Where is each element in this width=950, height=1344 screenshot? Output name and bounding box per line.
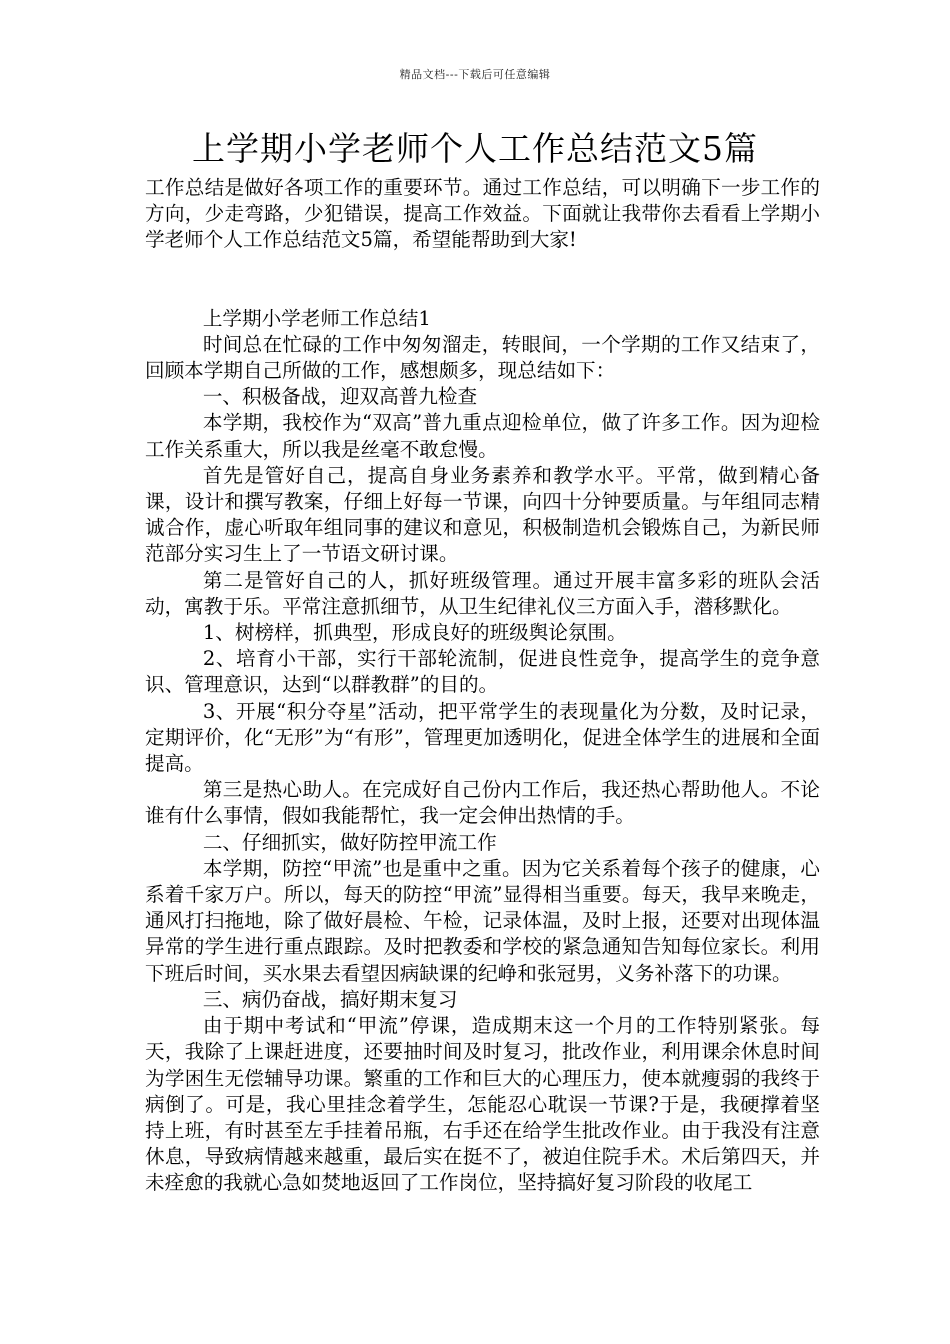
intro-paragraph: 工作总结是做好各项工作的重要环节。通过工作总结，可以明确下一步工作的方向，少走弯路，少犯错误，提高工作效益。下面就让我带你去看看上学期小学老师个人工作总结范文5篇，希望能帮助到大家! (145, 176, 820, 252)
section-heading: 上学期小学老师工作总结1 (202, 306, 431, 330)
body-paragraph: 本学期，我校作为“双高”普九重点迎检单位，做了许多工作。因为迎检工作关系重大，所以我是丝毫不敢怠慢。 (145, 411, 820, 461)
body-paragraph: 时间总在忙碌的工作中匆匆溜走，转眼间，一个学期的工作又结束了，回顾本学期自己所做的工作，感想颇多，现总结如下： (145, 332, 820, 383)
paragraph-spacer (145, 254, 820, 306)
document-body (145, 175, 820, 1197)
page-header: 精品文档---下载后可任意编辑 (399, 68, 551, 81)
list-item: 3、开展“积分夺星”活动，把平常学生的表现量化为分数，及时记录，定期评价，化“无形”为“有形”，管理更加透明化，促进全体学生的进展和全面提高。 (145, 699, 820, 776)
subsection-heading: 一、积极备战，迎双高普九检查 (202, 385, 478, 409)
document-title: 上学期小学老师个人工作总结范文5篇 (192, 129, 758, 168)
subsection-heading: 三、病仍奋战，搞好期末复习 (202, 987, 458, 1011)
list-item: 1、树榜样，抓典型，形成良好的班级舆论氛围。 (202, 621, 627, 645)
body-paragraph: 本学期，防控“甲流”也是重中之重。因为它关系着每个孩子的健康，心系着千家万户。所以，每天的防控“甲流”显得相当重要。每天，我早来晚走，通风打扫拖地，除了做好晨检、午检，记录体温，及时上报，还要对出现体温异常的学生进行重点跟踪。及时把教委和学校的紧急通知告知每位家长。利用下班后时间，买水果去看望因病缺课的纪峥和张冠男，义务补落下的功课。 (145, 856, 820, 985)
subsection-heading: 二、仔细抓实，做好防控甲流工作 (202, 830, 497, 854)
list-item: 2、培育小干部，实行干部轮流制，促进良性竞争，提高学生的竞争意识、管理意识，达到“以群教群”的目的。 (145, 647, 820, 697)
body-paragraph: 第二是管好自己的人，抓好班级管理。通过开展丰富多彩的班队会活动，寓教于乐。平常注意抓细节，从卫生纪律礼仪三方面入手，潜移默化。 (145, 568, 820, 618)
body-paragraph: 第三是热心助人。在完成好自己份内工作后，我还热心帮助他人。不论谁有什么事情，假如我能帮忙，我一定会伸出热情的手。 (145, 778, 820, 828)
body-paragraph: 首先是管好自己，提高自身业务素养和教学水平。平常，做到精心备课，设计和撰写教案，仔细上好每一节课，向四十分钟要质量。与年组同志精诚合作，虚心听取年组同事的建议和意见，积极制造机会锻炼自己，为新民师范部分实习生上了一节语文研讨课。 (145, 463, 820, 566)
body-paragraph: 由于期中考试和“甲流”停课，造成期末这一个月的工作特别紧张。每天，我除了上课赶进度，还要抽时间及时复习，批改作业，利用课余休息时间为学困生无偿辅导功课。繁重的工作和巨大的心理压力，使本就瘦弱的我终于病倒了。可是，我心里挂念着学生，怎能忍心耽误一节课?于是，我硬撑着坚持上班，有时甚至左手挂着吊瓶，右手还在给学生批改作业。由于我没有注意休息，导致病情越来越重，最后实在挺不了，被迫住院手术。术后第四天，并未痊愈的我就心急如焚地返回了工作岗位，坚持搞好复习阶段的收尾工 (145, 1014, 820, 1195)
